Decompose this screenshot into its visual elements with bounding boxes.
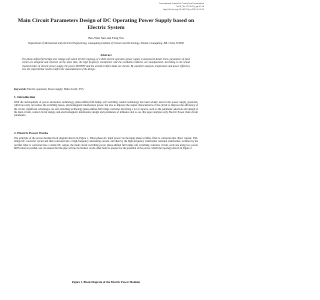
keywords-line bbox=[14, 88, 198, 91]
section-1-heading: 1. Introduction bbox=[14, 95, 36, 99]
abstract-text: The phase-shifted full bridge zero voltage soft switch DC/DC topology of 2.2KW electric operation power supply is analyzed in detail. Then, parameters of main circuit are designed and selected. At the same time, the high frequency transformer and the oscillation inductor are manufactured. According to the actual characteristics of electric power supply, the power MOSFET and the second rectifier diode are chosen. By waveform analysis, temperature and power efficiency test, the experimental results confirm the reasonableness of the design. bbox=[22, 58, 190, 71]
section-2-text: The principle of the power module block diagram shown in Figure 1. Three-phase AC input power via the input phase rectifier, filter is converted into direct current. Full-bridge DC converter circuit and then converted into a high-frequency alternating current, and then by the high-frequency transformer isolation transformer, rectified by the rectifier filter is converted into a stable DC output, the main circuit switching power phase-shifted full bridge soft switching converter circuit, each one using two power MOS tubes in parallel, use can ensure that the pipe will not be burned, on the other hand to prepare for the potential of the power, which the topology shown in Figure 2. bbox=[14, 137, 198, 150]
journal-name: International Journal of Control and Automation bbox=[159, 3, 204, 5]
journal-header bbox=[160, 3, 204, 12]
journal-volume: Vol.8, No.12 (2015), pp.47-58 bbox=[176, 5, 204, 8]
keywords-label: Keywords: bbox=[14, 88, 27, 91]
figure-1-area bbox=[36, 174, 176, 274]
figure-1-caption: Figure 1. Block Diagram of the Electric Power Modules bbox=[71, 280, 141, 284]
keywords-text: Electric operation; Power supply; Main circuit; ZVS bbox=[27, 88, 84, 91]
section-1-text: With the development of power electronics technology, phase-shifted full-bridge soft switching control technology has been widely used in the power supply operation, which not only can reduce the switching losses, electromagnetic interference power, but also to improve the output characteristics of the circuit to improve the efficiency of the circuit, significant advantages. As soft-switching technology phase-shifted full bridge converter involving a lot of aspects, such as the parameter selection and design of the main circuit, control circuit design, anti-electromagnetic interference design and parameters of influence and so on, this paper analyzes only Electric Power main circuit parameters. bbox=[14, 101, 198, 118]
paper-affiliation: Department of Mechanical and electrical Engineering, Guangdong Institute of Science and Technology, Zhuhai, Guangdong, P.R. China 519090 bbox=[28, 42, 184, 45]
paper-title: Main Circuit Parameters Design of DC Operating Power Supply based on Electric System bbox=[17, 18, 195, 31]
journal-doi[interactable]: http://dx.doi.org/10.14257/ijca.2015.8.12.05 bbox=[163, 8, 204, 11]
paper-authors: Bao Wen Sun and Feng Wu bbox=[88, 36, 124, 40]
section-2-heading: 2. Electric Power Works bbox=[14, 131, 49, 135]
abstract-heading: Abstract bbox=[100, 53, 112, 57]
